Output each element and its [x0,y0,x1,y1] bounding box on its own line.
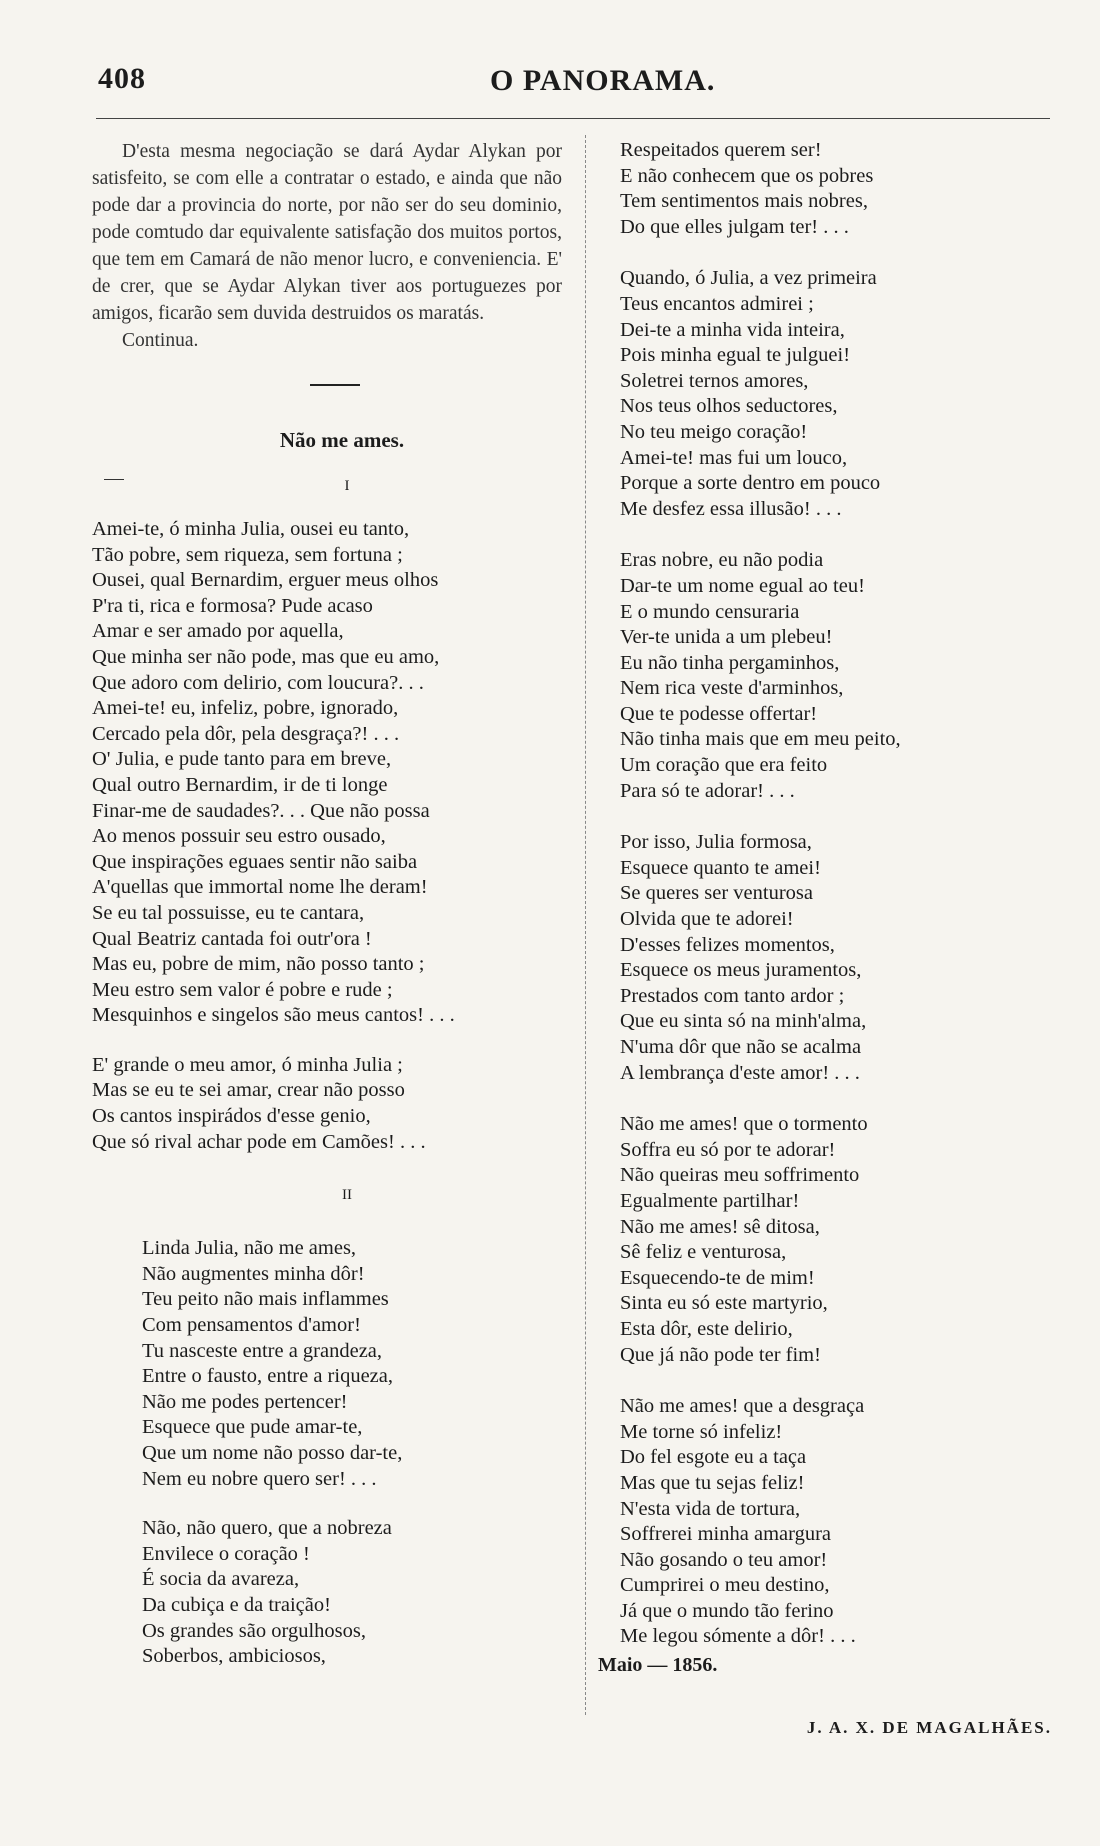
stanza [620,266,1050,522]
poem-line: Que já não pode ter fim! [620,1343,821,1366]
poem-line: É socia da avareza, [142,1568,300,1591]
dash-mark [104,479,124,480]
poem-date: Maio — 1856. [598,1654,718,1677]
poem-line: Teus encantos admirei ; [620,292,814,315]
poem-line: Eras nobre, eu não podia [620,549,824,572]
poem-line: Com pensamentos d'amor! [142,1314,361,1337]
poem-line: N'uma dôr que não se acalma [620,1036,862,1058]
poem-line: Tem sentimentos mais nobres, [620,190,868,213]
poem-line: E não conhecem que os pobres [620,164,874,187]
poem-line: Que adoro com delirio, com loucura?. . . [92,671,424,694]
poem-line: Mas que tu sejas feliz! [620,1471,805,1494]
poem-line: P'ra ti, rica e formosa? Pude acaso [92,594,373,617]
poem-line: Finar-me de saudades?. . . Que não possa [92,799,430,822]
stanza [620,138,1050,240]
poem-line: Esquece os meus juramentos, [620,959,862,982]
poem-line: E o mundo censuraria [620,600,800,623]
poem-line: Mas eu, pobre de mim, não posso tanto ; [92,953,425,976]
stanza [92,1053,562,1155]
page-header [0,0,1100,120]
poem-line: Esta dôr, este delirio, [620,1317,793,1340]
poem-line: Soffrerei minha amargura [620,1523,831,1546]
stanza [620,1394,1050,1650]
poem-line: Do que elles julgam ter! . . . [620,215,849,238]
running-title: O PANORAMA. [490,64,716,97]
poem-line: Cercado pela dôr, pela desgraça?! . . . [92,722,400,745]
poem-line: Não me ames! sê ditosa, [620,1215,820,1238]
poem-line: Me legou sómente a dôr! . . . [620,1625,856,1648]
poem-line: Me torne só infeliz! [620,1420,783,1443]
poem-line: Qual outro Bernardim, ir de ti longe [92,773,388,796]
poem-line: Respeitados querem ser! [620,139,822,161]
poem-line: Tão pobre, sem riqueza, sem fortuna ; [92,543,403,566]
poem-line: Dar-te um nome egual ao teu! [620,574,865,597]
poem-line: Amei-te, ó minha Julia, ousei eu tanto, [92,518,410,540]
poem-line: Sinta eu só este martyrio, [620,1292,828,1315]
poem-line: Um coração que era feito [620,754,828,777]
poem-line: Que só rival achar pode em Camões! . . . [92,1130,426,1153]
poem-line: Não augmentes minha dôr! [142,1262,365,1285]
poem-line: Não me ames! que o tormento [620,1113,868,1136]
right-column [598,138,1050,1677]
poem-line: A'quellas que immortal nome lhe deram! [92,876,428,899]
poem-line: Se queres ser venturosa [620,882,813,905]
poem-line: Nem eu nobre quero ser! . . . [142,1467,377,1490]
poem-line: Sê feliz e venturosa, [620,1241,787,1264]
poem-line: Não gosando o teu amor! [620,1548,828,1571]
poem-line: Linda Julia, não me ames, [142,1237,357,1260]
prose-block [92,138,562,354]
poem-line: D'esses felizes momentos, [620,933,835,956]
poem-line: Egualmente partilhar! [620,1189,800,1212]
poem-line: Não, não quero, que a nobreza [142,1517,392,1540]
poem-line: Cumprirei o meu destino, [620,1574,830,1597]
poem-line: Esquece quanto te amei! [620,856,821,879]
poem-line: No teu meigo coração! [620,420,808,443]
poem-line: E' grande o meu amor, ó minha Julia ; [92,1053,403,1076]
poem-line: N'esta vida de tortura, [620,1497,801,1520]
poem-line: Soberbos, ambiciosos, [142,1645,326,1668]
poem-line: Tu nasceste entre a grandeza, [142,1339,383,1362]
poem-line: Ao menos possuir seu estro ousado, [92,825,386,848]
poem-title: Não me ames. [279,428,405,452]
poem-line: Dei-te a minha vida inteira, [620,318,845,341]
poem-line: Da cubiça e da traição! [142,1593,331,1616]
stanza [142,1516,562,1670]
poem-line: Nem rica veste d'arminhos, [620,677,844,700]
poem-line: O' Julia, e pude tanto para em breve, [92,748,392,771]
poem-line: Olvida que te adorei! [620,908,794,931]
stanza [92,517,562,1029]
page-number: 408 [98,62,146,95]
poem-line: Teu peito não mais inflammes [142,1288,389,1311]
poem-line: Não me podes pertencer! [142,1390,348,1413]
poem-line: Amar e ser amado por aquella, [92,620,344,643]
poem-line: Pois minha egual te julguei! [620,344,851,367]
poem-line: Do fel esgote eu a taça [620,1446,807,1469]
poem-line: Não queiras meu soffrimento [620,1164,860,1187]
left-column [92,138,562,1670]
poem-line: Amei-te! mas fui um louco, [620,446,848,469]
section-separator [310,384,360,386]
stanza [620,1112,1050,1368]
poem-line: Amei-te! eu, infeliz, pobre, ignorado, [92,697,399,720]
poem-line: Qual Beatriz cantada foi outr'ora ! [92,927,372,950]
poem-line: Não tinha mais que em meu peito, [620,728,901,751]
prose-paragraph: D'esta mesma negociação se dará Aydar Alykan por satisfeito, se com elle a contratar o estado, e ainda que não pode dar a provincia do norte, por não ser do seu dominio, pode comtudo dar equivalente satisfação dos muitos portos, que tem em Camará de não menor lucro, e conveniencia. E' de crer, que se Aydar Alykan tiver aos portuguezes por amigos, ficarão sem duvida destruidos os maratás. [92,141,562,324]
poem-line: Por isso, Julia formosa, [620,831,812,854]
stanza [620,548,1050,804]
header-rule [96,118,1050,119]
stanza [142,1236,562,1492]
poem-line: Ousei, qual Bernardim, erguer meus olhos [92,569,439,592]
poem-line: Mas se eu te sei amar, crear não posso [92,1079,405,1102]
poem-line: Entre o fausto, entre a riqueza, [142,1365,394,1388]
poem-line: Soffra eu só por te adorar! [620,1138,836,1161]
poem-line: Meu estro sem valor é pobre e rude ; [92,978,393,1001]
poem-line: Prestados com tanto ardor ; [620,984,845,1007]
stanza [620,830,1050,1086]
poem-line: Os cantos inspirádos d'esse genio, [92,1105,371,1128]
poem-line: Esquecendo-te de mim! [620,1266,815,1289]
poem-line: Já que o mundo tão ferino [620,1599,834,1622]
section-number-ii: II [342,1187,352,1204]
poem-line: Porque a sorte dentro em pouco [620,472,881,495]
poem-line: Quando, ó Julia, a vez primeira [620,267,877,290]
poem-line: Não me ames! que a desgraça [620,1395,865,1418]
poem-line: Que inspirações eguaes sentir não saiba [92,850,418,873]
poem-part-ii [92,1236,562,1670]
poem-line: Os grandes são orgulhosos, [142,1619,366,1642]
poem-line: Me desfez essa illusão! . . . [620,497,842,520]
poem-line: Nos teus olhos seductores, [620,395,838,418]
poem-line: Envilece o coração ! [142,1542,310,1565]
poem-line: Que um nome não posso dar-te, [142,1442,403,1464]
poem-line: Mesquinhos e singelos são meus cantos! . . . [92,1004,455,1027]
poem-line: Esquece que pude amar-te, [142,1416,363,1439]
section-number-i: I [344,478,350,494]
author-signature: J. A. X. DE MAGALHÃES. [806,1718,1052,1737]
poem-line: Que te podesse offertar! [620,702,818,725]
poem-line: Que eu sinta só na minh'alma, [620,1010,867,1033]
poem-line: Que minha ser não pode, mas que eu amo, [92,645,440,668]
poem-line: Eu não tinha pergaminhos, [620,651,840,674]
column-divider [585,135,586,1715]
poem-line: Se eu tal possuisse, eu te cantara, [92,901,365,924]
poem-line: Soletrei ternos amores, [620,369,809,392]
poem-line: Ver-te unida a um plebeu! [620,626,833,649]
continua-note: Continua. [122,330,199,351]
poem-line: A lembrança d'este amor! . . . [620,1061,860,1084]
poem-line: Para só te adorar! . . . [620,779,795,802]
